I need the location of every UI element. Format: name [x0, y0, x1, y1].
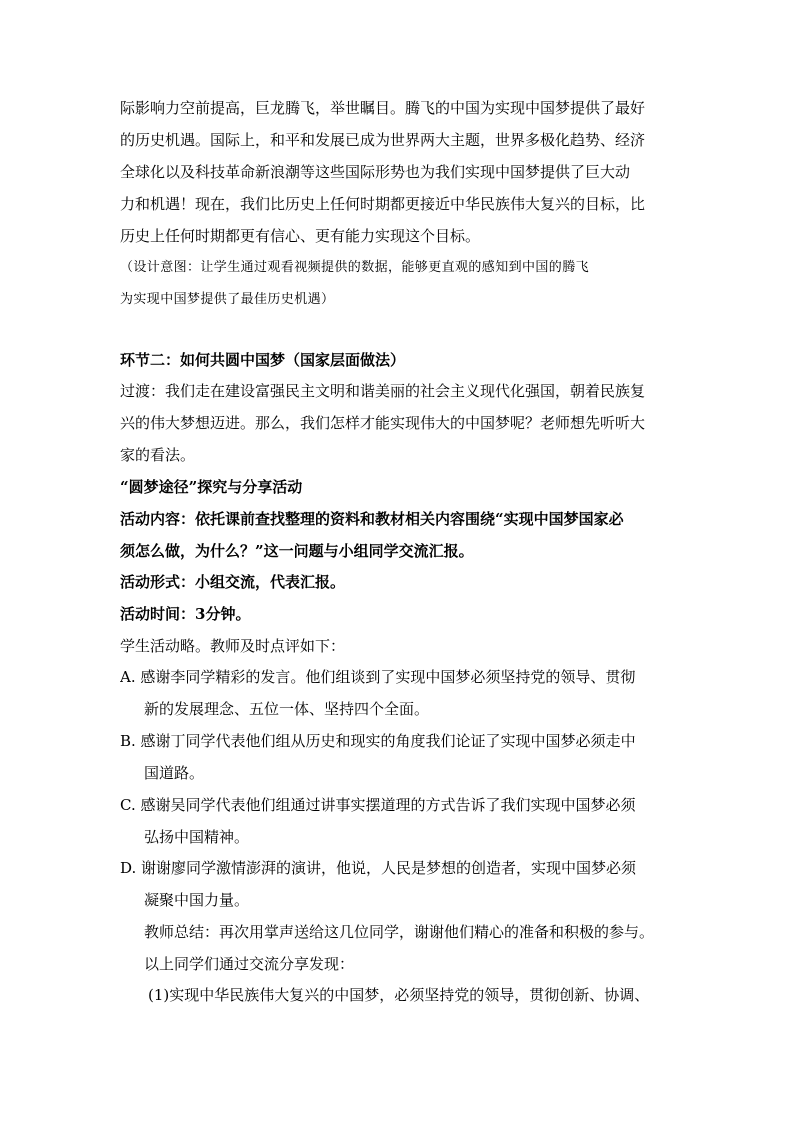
comment-item-c-cont: 弘扬中国精神。 — [144, 828, 250, 846]
paragraph-line: 历史上任何时期都更有信心、更有能力实现这个目标。 — [120, 227, 481, 245]
teacher-summary-cont: 以上同学们通过交流分享发现： — [144, 955, 355, 973]
teacher-summary: 教师总结：再次用掌声送给这几位同学，谢谢他们精心的准备和积极的参与。 — [144, 923, 655, 941]
design-note-line: （设计意图：让学生通过观看视频提供的数据，能够更直观的感知到中国的腾飞 — [120, 260, 590, 275]
activity-content-line: 活动内容：依托课前查找整理的资料和教材相关内容围绕“实现中国梦国家必 — [120, 510, 624, 528]
activity-time: 活动时间：3分钟。 — [120, 605, 251, 623]
transition-line: 过渡：我们走在建设富强民主文明和谐美丽的社会主义现代化强国，朝着民族复 — [120, 382, 646, 400]
transition-line: 兴的伟大梦想迈进。那么，我们怎样才能实现伟大的中国梦呢？老师想先听听大 — [120, 414, 646, 432]
paragraph-line: 力和机遇！现在，我们比历史上任何时期都更接近中华民族伟大复兴的目标，比 — [120, 195, 646, 213]
comment-item-c: C. 感谢吴同学代表他们组通过讲事实摆道理的方式告诉了我们实现中国梦必须 — [120, 796, 636, 814]
transition-line: 家的看法。 — [120, 446, 196, 464]
section-heading: 环节二：如何共圆中国梦（国家层面做法） — [120, 351, 406, 369]
comment-item-a: A. 感谢李同学精彩的发言。他们组谈到了实现中国梦必须坚持党的领导、贯彻 — [120, 668, 636, 686]
paragraph-line: 全球化以及科技革命新浪潮等这些国际形势也为我们实现中国梦提供了巨大动 — [120, 163, 631, 181]
student-activity: 学生活动略。教师及时点评如下： — [120, 637, 346, 655]
comment-item-d: D. 谢谢廖同学激情澎湃的演讲，他说，人民是梦想的创造者，实现中国梦必须 — [120, 859, 637, 877]
paragraph-line: 际影响力空前提高，巨龙腾飞，举世瞩目。腾飞的中国为实现中国梦提供了最好 — [120, 99, 646, 117]
paragraph-line: 的历史机遇。国际上，和平和发展已成为世界两大主题，世界多极化趋势、经济 — [120, 131, 646, 149]
activity-title: “圆梦途径”探究与分享活动 — [120, 478, 303, 496]
comment-item-a-cont: 新的发展理念、五位一体、坚持四个全面。 — [144, 700, 430, 718]
activity-content-line: 须怎么做，为什么？”这一问题与小组同学交流汇报。 — [120, 542, 474, 560]
comment-item-b: B. 感谢丁同学代表他们组从历史和现实的角度我们论证了实现中国梦必须走中 — [120, 732, 636, 750]
design-note-line: 为实现中国梦提供了最佳历史机遇） — [120, 292, 335, 307]
summary-point-1: (1)实现中华民族伟大复兴的中国梦，必须坚持党的领导，贯彻创新、协调、 — [148, 986, 650, 1004]
comment-item-b-cont: 国道路。 — [144, 764, 205, 782]
activity-form: 活动形式：小组交流，代表汇报。 — [120, 573, 346, 591]
comment-item-d-cont: 凝聚中国力量。 — [144, 891, 250, 909]
